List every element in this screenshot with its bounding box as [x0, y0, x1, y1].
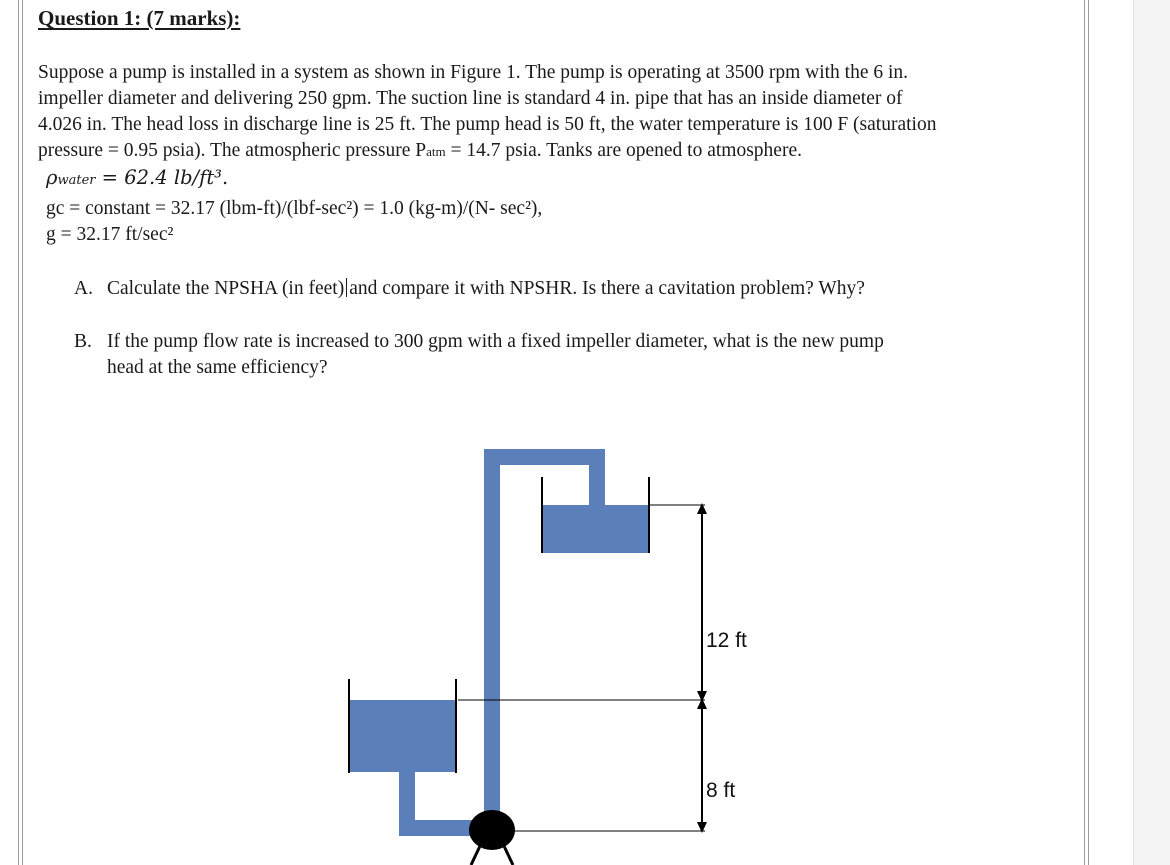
suction-horizontal-pipe	[399, 820, 479, 836]
part-b-label: B.	[74, 331, 92, 352]
dimension-label-8ft: 8 ft	[706, 779, 736, 802]
part-a-label: A.	[74, 278, 93, 299]
gc-constant-line: gc = constant = 32.17 (lbm-ft)/(lbf-sec²) = 1.0 (kg-m)/(N- sec²),	[46, 198, 543, 219]
statement-line-4-suffix: = 14.7 psia. Tanks are opened to atmosphere.	[445, 140, 802, 161]
statement-line-3: 4.026 in. The head loss in discharge line is 25 ft. The pump head is 50 ft, the water temperature is 100 F (saturation	[38, 114, 937, 135]
statement-line-1: Suppose a pump is installed in a system as shown in Figure 1. The pump is operating at 3500 rpm with the 6 in.	[38, 62, 909, 83]
patm-subscript: atm	[426, 144, 446, 159]
part-b-text-1: If the pump flow rate is increased to 300 gpm with a fixed impeller diameter, what is the new pump	[107, 331, 884, 352]
part-a-text-before: Calculate the NPSHA (in feet)	[107, 278, 345, 299]
part-b-text-2: head at the same efficiency?	[107, 357, 328, 378]
gravity-line: g = 32.17 ft/sec²	[46, 224, 174, 245]
pump-leg-left	[471, 846, 480, 865]
statement-line-2: impeller diameter and delivering 250 gpm. The suction line is standard 4 in. pipe that has an inside diameter of	[38, 88, 903, 109]
dimension-label-12ft: 12 ft	[706, 629, 747, 652]
pump-leg-right	[504, 846, 513, 865]
lower-tank-water	[348, 700, 457, 772]
question-title: Question 1: (7 marks):	[38, 6, 241, 30]
part-a-text-after: and compare it with NPSHR. Is there a cavitation problem? Why?	[349, 278, 865, 299]
pump-body	[469, 810, 515, 850]
statement-line-4-prefix: pressure = 0.95 psia). The atmospheric pressure P	[38, 140, 427, 161]
rho-symbol: ρ	[46, 166, 58, 189]
discharge-riser-pipe	[484, 449, 500, 841]
discharge-drop-pipe	[589, 449, 605, 505]
rho-subscript: water	[57, 173, 96, 188]
discharge-top-pipe	[484, 449, 605, 465]
rho-value: = 62.4 lb/ft³.	[95, 166, 229, 189]
upper-tank-water	[541, 505, 650, 553]
